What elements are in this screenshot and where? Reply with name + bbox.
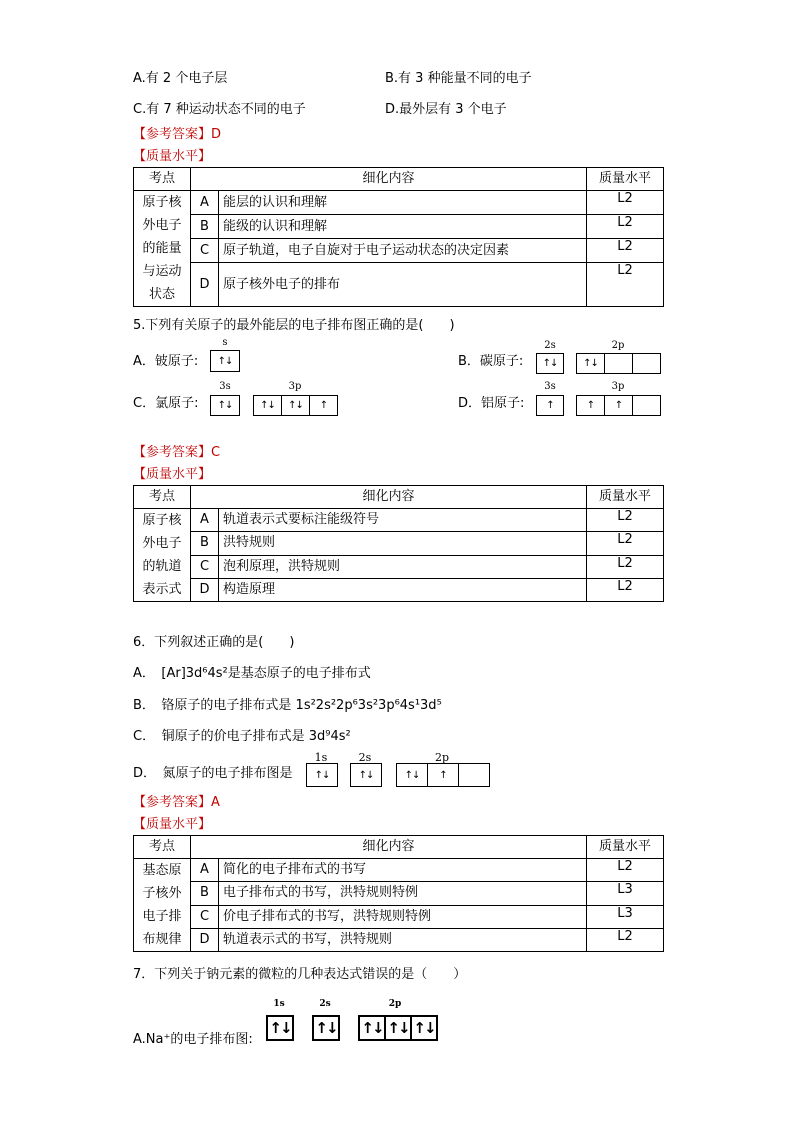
q5-option-d: D．铝原子: — [458, 396, 525, 411]
q7-stem: 7．下列关于钠元素的微粒的几种表达式错误的是（ ） — [133, 967, 467, 982]
header-kaodian: 考点 — [134, 836, 191, 859]
orbital-boxes — [210, 395, 240, 416]
kaodian-line: 布规律 — [142, 932, 182, 947]
q4-quality-table — [133, 167, 664, 307]
content-cell: 价电子排布式的书写，洪特规则特例 — [219, 905, 587, 928]
table-row — [134, 882, 664, 905]
orbital-label: 1s — [273, 999, 285, 1009]
option-cell: D — [191, 578, 219, 601]
orbital-label: 3p — [611, 381, 625, 392]
q5-quality-heading: 【质量水平】 — [133, 467, 212, 482]
table-header-row — [134, 836, 664, 859]
orbital-label: 2p — [434, 751, 450, 764]
header-level: 质量水平 — [587, 836, 664, 859]
kaodian-line: 表示式 — [142, 582, 182, 597]
orbital-box: ↑ — [546, 400, 554, 411]
orbital-boxes — [536, 353, 564, 374]
orbital-box: ↑ — [605, 396, 633, 415]
orbital-box: ↑↓ — [386, 1017, 412, 1039]
orbital-boxes — [358, 1015, 438, 1041]
header-kaodian: 考点 — [134, 168, 191, 191]
orbital-boxes — [396, 763, 490, 787]
orbital-box: ↑ — [319, 400, 328, 411]
q4-option-d: D.最外层有 3 个电子 — [385, 102, 507, 117]
table-row — [134, 928, 664, 951]
content-cell: 洪特规则 — [219, 532, 587, 555]
orbital-box — [459, 764, 489, 786]
orbital-label: 3s — [544, 381, 556, 392]
option-cell: B — [191, 215, 219, 239]
header-content: 细化内容 — [191, 486, 587, 509]
level-cell: L2 — [587, 578, 664, 601]
table-header-row — [134, 486, 664, 509]
content-cell: 泡利原理，洪特规则 — [219, 555, 587, 578]
level-cell: L2 — [587, 191, 664, 215]
table-row — [134, 191, 664, 215]
level-cell: L2 — [587, 509, 664, 532]
orbital-label: 1s — [314, 751, 328, 764]
orbital-box: ↑↓ — [542, 358, 558, 369]
level-cell: L2 — [587, 263, 664, 307]
kaodian-line: 基态原 — [142, 863, 182, 878]
orbital-label: 2s — [358, 751, 372, 764]
level-cell: L2 — [587, 239, 664, 263]
content-cell: 轨道表示式的书写，洪特规则 — [219, 928, 587, 951]
orbital-box: ↑↓ — [315, 1019, 337, 1037]
option-cell: C — [191, 905, 219, 928]
content-cell: 原子轨道，电子自旋对于电子运动状态的决定因素 — [219, 239, 587, 263]
header-content: 细化内容 — [191, 168, 587, 191]
level-cell: L2 — [587, 928, 664, 951]
table-row — [134, 555, 664, 578]
kaodian-line: 的能量 — [142, 241, 182, 256]
header-content: 细化内容 — [191, 836, 587, 859]
q4-answer: 【参考答案】D — [133, 127, 222, 142]
kaodian-line: 原子核 — [142, 513, 182, 528]
kaodian-cell — [134, 509, 191, 602]
orbital-box: ↑ — [577, 396, 605, 415]
orbital-label: 2s — [544, 340, 556, 351]
option-cell: A — [191, 859, 219, 882]
kaodian-line: 外电子 — [142, 536, 182, 551]
table-row — [134, 905, 664, 928]
content-cell: 原子核外电子的排布 — [219, 263, 587, 307]
orbital-box — [605, 354, 633, 373]
q5-stem: 5.下列有关原子的最外能层的电子排布图正确的是( ) — [133, 318, 455, 333]
q6-stem: 6．下列叙述正确的是( ) — [133, 635, 295, 650]
q6-option-d: D． 氮原子的电子排布图是 — [133, 766, 293, 781]
kaodian-line: 的轨道 — [142, 559, 182, 574]
orbital-label: 2p — [611, 340, 625, 351]
option-cell: A — [191, 509, 219, 532]
q6-answer: 【参考答案】A — [133, 795, 220, 810]
orbital-label: 2s — [319, 999, 331, 1009]
orbital-boxes — [253, 395, 338, 416]
orbital-box: ↑↓ — [254, 396, 282, 415]
kaodian-cell — [134, 191, 191, 307]
level-cell: L2 — [587, 215, 664, 239]
level-cell: L3 — [587, 882, 664, 905]
kaodian-line: 子核外 — [142, 886, 182, 901]
orbital-label: s — [222, 337, 228, 348]
orbital-label: 2p — [388, 999, 402, 1009]
table-row — [134, 509, 664, 532]
orbital-boxes — [210, 350, 240, 372]
content-cell: 电子排布式的书写，洪特规则特例 — [219, 882, 587, 905]
orbital-boxes — [266, 1015, 294, 1041]
orbital-boxes — [312, 1015, 340, 1041]
table-row — [134, 263, 664, 307]
q4-option-b: B.有 3 种能量不同的电子 — [385, 71, 532, 86]
option-cell: D — [191, 928, 219, 951]
orbital-box: ↑↓ — [358, 769, 374, 781]
orbital-box: ↑↓ — [577, 354, 605, 373]
orbital-boxes — [536, 395, 564, 416]
option-cell: B — [191, 882, 219, 905]
level-cell: L2 — [587, 555, 664, 578]
option-cell: B — [191, 532, 219, 555]
header-kaodian: 考点 — [134, 486, 191, 509]
orbital-box: ↑↓ — [282, 396, 310, 415]
level-cell: L3 — [587, 905, 664, 928]
orbital-box: ↑↓ — [413, 1019, 435, 1037]
table-row — [134, 239, 664, 263]
kaodian-line: 原子核 — [142, 195, 182, 210]
content-cell: 简化的电子排布式的书写 — [219, 859, 587, 882]
q6-option-c: C． 铜原子的价电子排布式是 3d⁹4s² — [133, 729, 351, 744]
kaodian-line: 电子排 — [142, 909, 182, 924]
orbital-box: ↑↓ — [397, 764, 428, 786]
orbital-box — [633, 354, 660, 373]
header-level: 质量水平 — [587, 486, 664, 509]
q5-answer: 【参考答案】C — [133, 445, 221, 460]
level-cell: L2 — [587, 859, 664, 882]
table-row — [134, 532, 664, 555]
content-cell: 构造原理 — [219, 578, 587, 601]
table-header-row — [134, 168, 664, 191]
q6-option-b: B． 铬原子的电子排布式是 1s²2s²2p⁶3s²3p⁶4s¹3d⁵ — [133, 698, 442, 713]
q5-option-c: C．氯原子: — [133, 396, 199, 411]
orbital-boxes — [350, 763, 382, 787]
kaodian-line: 外电子 — [142, 218, 182, 233]
orbital-boxes — [576, 353, 661, 374]
orbital-box: ↑↓ — [314, 769, 330, 781]
orbital-box: ↑↓ — [360, 1017, 386, 1039]
option-cell: C — [191, 239, 219, 263]
content-cell: 能层的认识和理解 — [219, 191, 587, 215]
q6-quality-heading: 【质量水平】 — [133, 817, 212, 832]
q4-option-a: A.有 2 个电子层 — [133, 71, 228, 86]
q5-option-a: A．铍原子: — [133, 354, 199, 369]
q4-quality-heading: 【质量水平】 — [133, 149, 212, 164]
q7-option-a: A.Na⁺的电子排布图: — [133, 1032, 253, 1047]
option-cell: A — [191, 191, 219, 215]
kaodian-cell — [134, 859, 191, 952]
q6-option-a: A． [Ar]3d⁶4s²是基态原子的电子排布式 — [133, 666, 371, 681]
content-cell: 轨道表示式要标注能级符号 — [219, 509, 587, 532]
q5-quality-table — [133, 485, 664, 602]
orbital-label: 3p — [288, 381, 302, 392]
level-cell: L2 — [587, 532, 664, 555]
orbital-label: 3s — [219, 381, 231, 392]
orbital-boxes — [306, 763, 338, 787]
orbital-box — [633, 396, 660, 415]
content-cell: 能级的认识和理解 — [219, 215, 587, 239]
q5-option-b: B．碳原子: — [458, 354, 524, 369]
table-row — [134, 215, 664, 239]
orbital-box: ↑ — [428, 764, 459, 786]
kaodian-line: 状态 — [148, 287, 175, 302]
kaodian-line: 与运动 — [142, 264, 182, 279]
orbital-boxes — [576, 395, 661, 416]
table-row — [134, 578, 664, 601]
orbital-box: ↑↓ — [269, 1019, 291, 1037]
header-level: 质量水平 — [587, 168, 664, 191]
option-cell: D — [191, 263, 219, 307]
orbital-box: ↑↓ — [217, 400, 233, 411]
orbital-box: ↑↓ — [217, 355, 233, 367]
table-row — [134, 859, 664, 882]
option-cell: C — [191, 555, 219, 578]
q6-quality-table — [133, 835, 664, 952]
q4-option-c: C.有 7 种运动状态不同的电子 — [133, 102, 306, 117]
